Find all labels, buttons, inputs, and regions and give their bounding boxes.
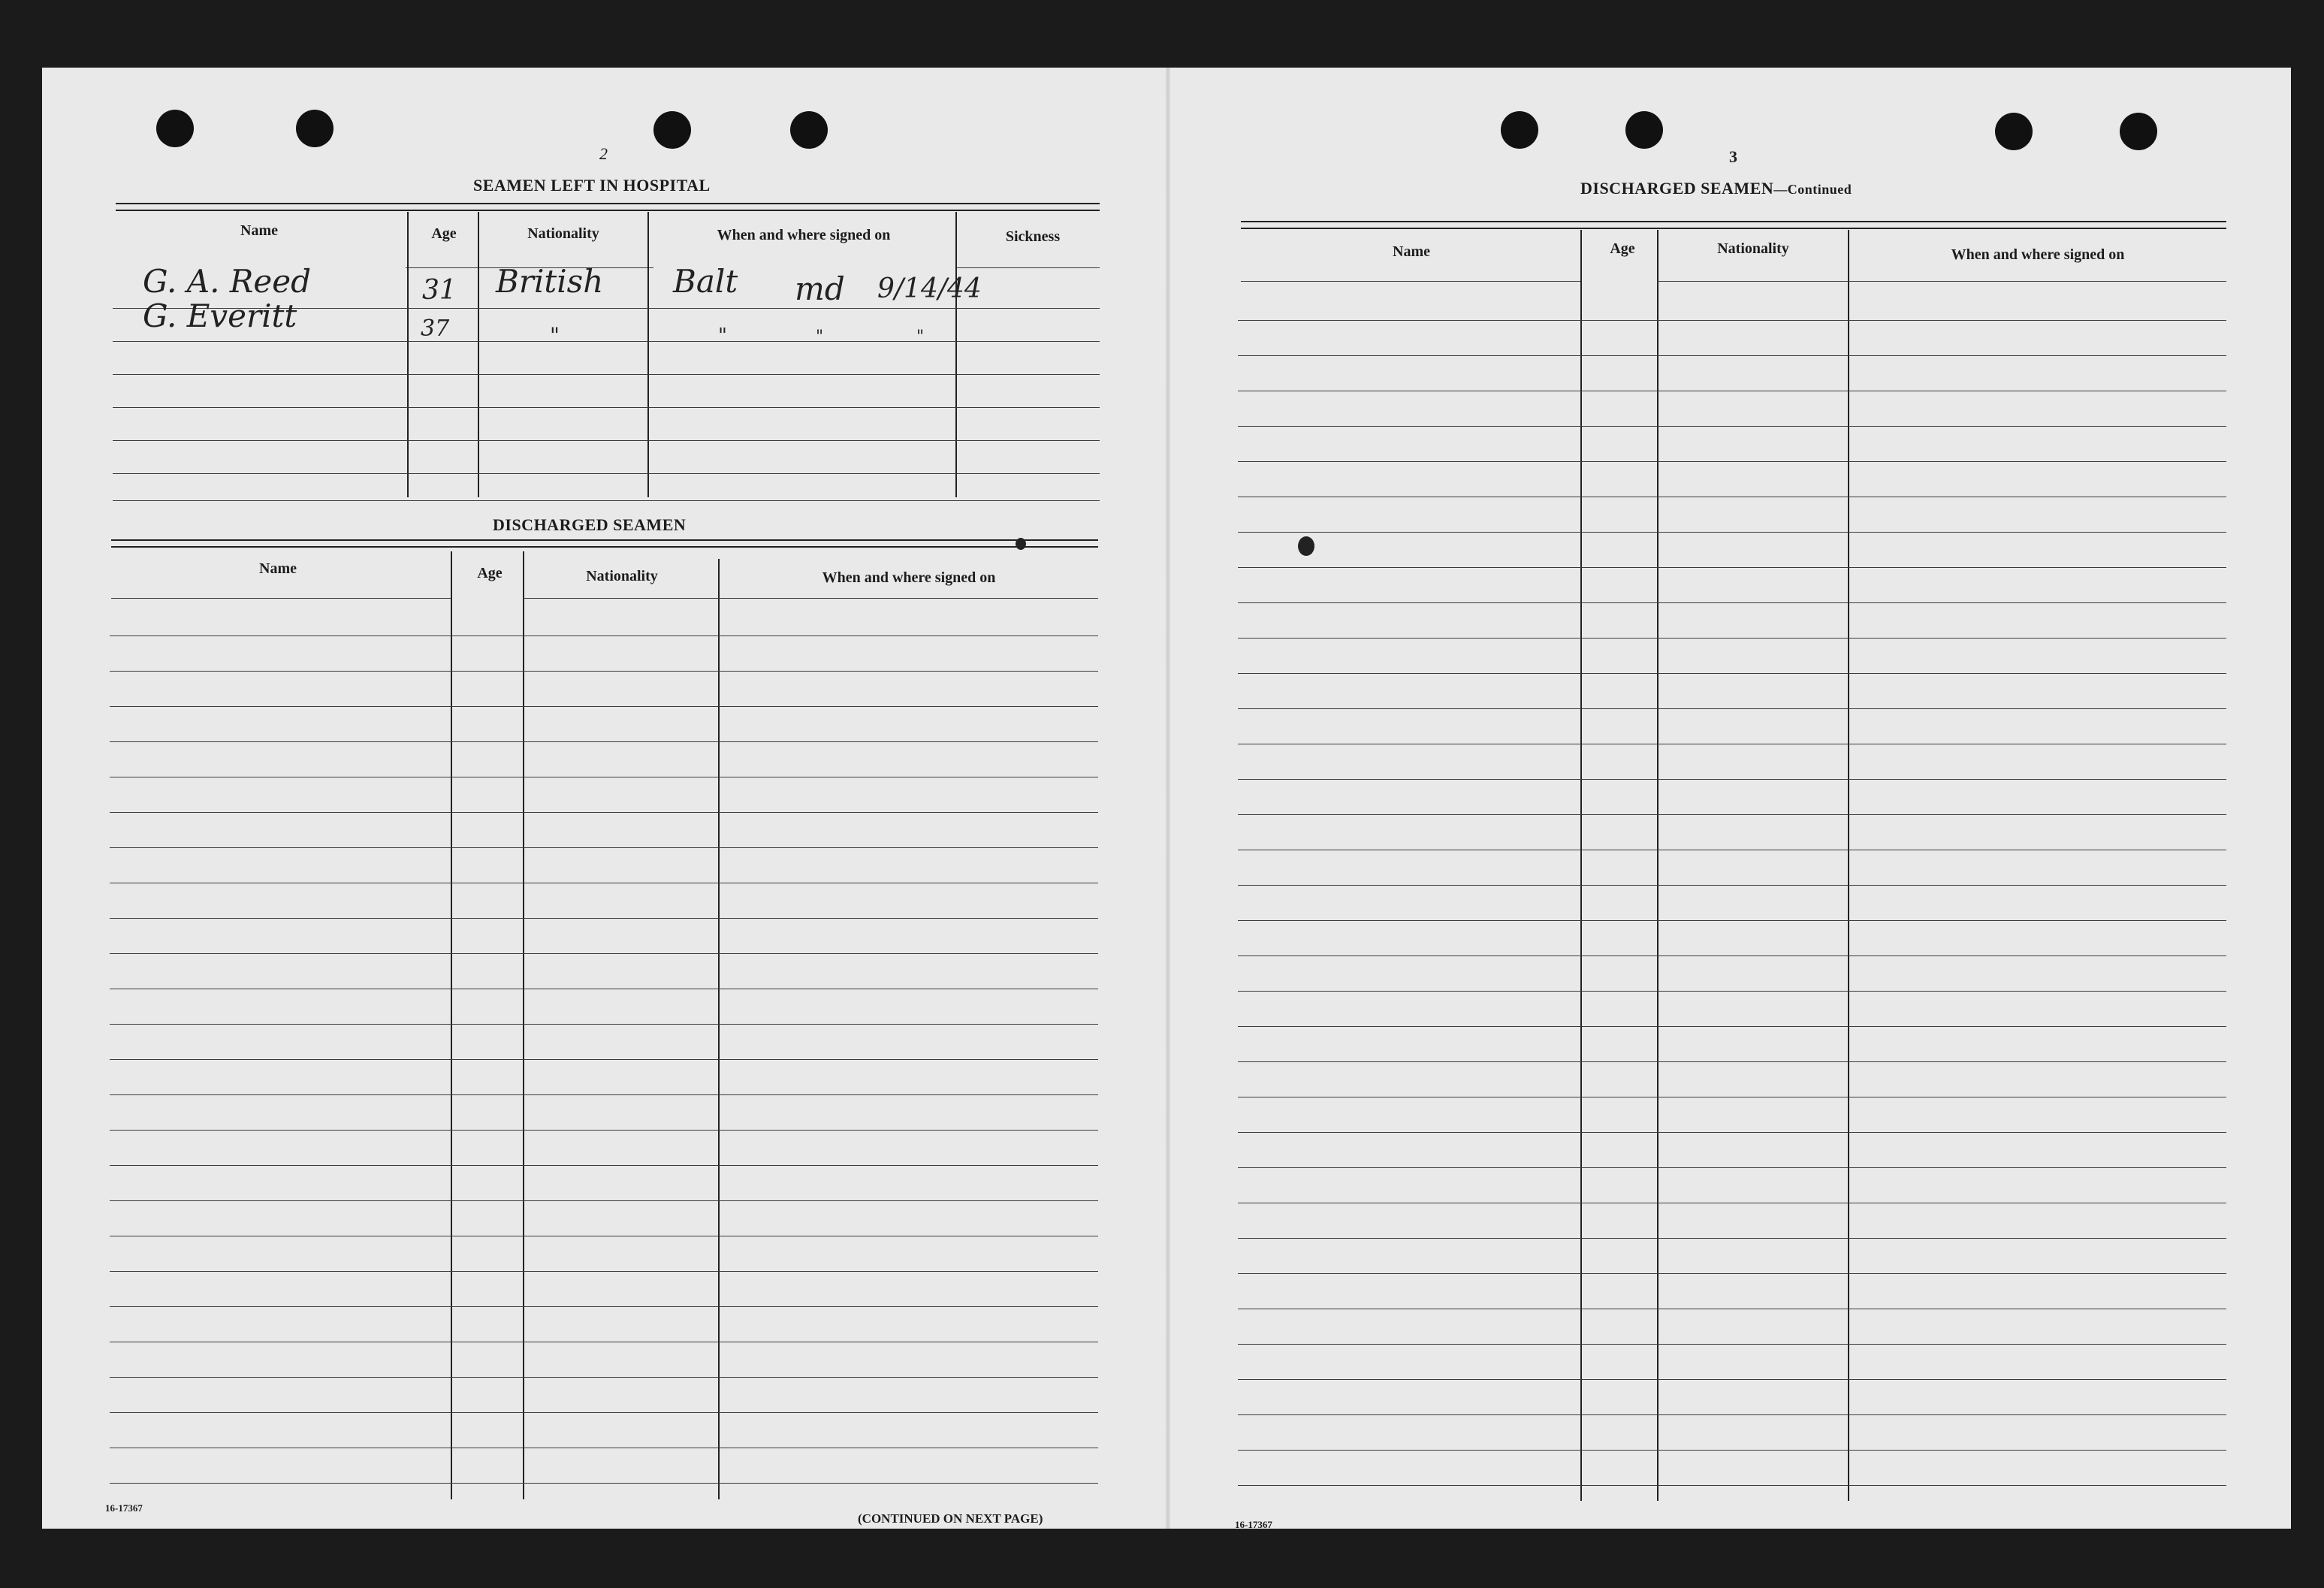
col-divider: [955, 212, 957, 497]
row-line: [1238, 1273, 2226, 1274]
continued-note: (CONTINUED ON NEXT PAGE): [858, 1511, 1043, 1526]
row-line: [1238, 532, 2226, 533]
col-header-age: Age: [431, 225, 457, 242]
row-line: [1238, 426, 2226, 427]
col-header-age: Age: [1610, 240, 1635, 257]
col-header-nationality: Nationality: [1717, 240, 1789, 257]
page-number-left: 2: [599, 144, 608, 163]
col-header-sickness: Sickness: [1005, 228, 1061, 245]
row-line: [110, 706, 1098, 707]
col-divider: [1848, 230, 1849, 1501]
header-underline: [1241, 281, 1580, 282]
row-line: [1238, 320, 2226, 321]
entry-signed-date: 9/14/44: [877, 273, 982, 304]
entry-name: G. A. Reed: [143, 263, 312, 300]
row-line: [1238, 673, 2226, 674]
row-line: [110, 1271, 1098, 1272]
row-line: [1238, 638, 2226, 639]
row-line: [1238, 708, 2226, 709]
col-divider: [1657, 230, 1658, 1501]
col-header-signed-on: When and where signed on: [822, 569, 996, 586]
row-line: [110, 918, 1098, 919]
table-top-rule: [1241, 221, 2226, 229]
row-line: [1238, 920, 2226, 921]
col-header-nationality: Nationality: [527, 225, 599, 242]
row-line: [1238, 1450, 2226, 1451]
entry-age: 37: [421, 315, 450, 342]
section-title-hospital: SEAMEN LEFT IN HOSPITAL: [473, 176, 711, 195]
row-line: [110, 1094, 1098, 1095]
col-divider: [1580, 230, 1582, 1501]
col-divider: [523, 551, 524, 1499]
form-number: 16-17367: [1235, 1519, 1272, 1530]
row-line: [113, 341, 1100, 342]
col-header-signed-on: When and where signed on: [717, 227, 891, 243]
punch-hole: [296, 110, 334, 147]
row-line: [1238, 602, 2226, 603]
row-line: [113, 407, 1100, 408]
col-header-name: Name: [1393, 243, 1430, 260]
row-line: [110, 741, 1098, 742]
table-top-rule: [111, 539, 1098, 548]
row-line: [113, 374, 1100, 375]
ink-speck: [1298, 536, 1314, 556]
header-underline: [718, 598, 1098, 599]
entry-name: G. Everitt: [143, 297, 297, 334]
punch-hole: [790, 111, 828, 149]
entry-signed-state: md: [795, 270, 845, 307]
row-line: [1238, 1379, 2226, 1380]
row-line: [1238, 1167, 2226, 1168]
col-divider: [718, 559, 720, 1499]
punch-hole: [1501, 111, 1538, 149]
entry-signed-state: ": [816, 328, 824, 346]
row-line: [1238, 567, 2226, 568]
row-line: [110, 1483, 1098, 1484]
row-line: [1238, 885, 2226, 886]
row-line: [1238, 355, 2226, 356]
entry-signed-place: ": [718, 325, 727, 347]
row-line: [1238, 1344, 2226, 1345]
punch-hole: [1995, 113, 2033, 150]
row-line: [110, 1412, 1098, 1413]
row-line: [1238, 1061, 2226, 1062]
entry-signed-place: Balt: [673, 263, 738, 300]
row-line: [110, 1165, 1098, 1166]
punch-hole: [1625, 111, 1663, 149]
row-line: [110, 812, 1098, 813]
col-header-age: Age: [477, 565, 503, 581]
header-underline: [111, 598, 451, 599]
header-underline: [1848, 281, 2226, 282]
row-line: [110, 847, 1098, 848]
row-line: [1238, 1238, 2226, 1239]
page-fold: [1166, 68, 1170, 1529]
row-line: [110, 1377, 1098, 1378]
table-top-rule: [116, 203, 1100, 211]
row-line: [1238, 1132, 2226, 1133]
row-line: [110, 671, 1098, 672]
row-line: [113, 500, 1100, 501]
title-suffix: —Continued: [1773, 182, 1852, 197]
row-line: [1238, 461, 2226, 462]
row-line: [110, 1024, 1098, 1025]
col-header-name: Name: [259, 560, 297, 577]
col-divider: [647, 212, 649, 497]
header-underline: [957, 267, 1100, 268]
header-underline: [523, 598, 718, 599]
section-title-discharged-continued: [1580, 179, 1852, 198]
row-line: [113, 440, 1100, 441]
col-divider: [407, 212, 409, 497]
row-line: [110, 1200, 1098, 1201]
row-line: [110, 1130, 1098, 1131]
row-line: [1238, 1414, 2226, 1415]
entry-age: 31: [422, 275, 457, 306]
punch-hole: [2120, 113, 2157, 150]
punch-hole: [156, 110, 194, 147]
header-underline: [1657, 281, 1848, 282]
entry-nationality: British: [496, 263, 604, 300]
row-line: [1238, 779, 2226, 780]
title-main: DISCHARGED SEAMEN: [1580, 179, 1774, 198]
col-divider: [478, 212, 479, 497]
col-header-signed-on: When and where signed on: [1951, 246, 2125, 263]
entry-signed-date: ": [916, 328, 925, 346]
row-line: [110, 953, 1098, 954]
row-line: [110, 1059, 1098, 1060]
form-number: 16-17367: [105, 1502, 143, 1514]
col-divider: [451, 551, 452, 1499]
entry-nationality: ": [550, 323, 560, 348]
row-line: [1238, 814, 2226, 815]
col-header-nationality: Nationality: [586, 568, 658, 584]
page-number-right: 3: [1729, 147, 1737, 166]
punch-hole: [653, 111, 691, 149]
col-header-name: Name: [240, 222, 278, 239]
row-line: [113, 473, 1100, 474]
row-line: [1238, 1485, 2226, 1486]
row-line: [1238, 1026, 2226, 1027]
row-line: [110, 1306, 1098, 1307]
row-line: [1238, 991, 2226, 992]
section-title-discharged: DISCHARGED SEAMEN: [493, 515, 687, 534]
